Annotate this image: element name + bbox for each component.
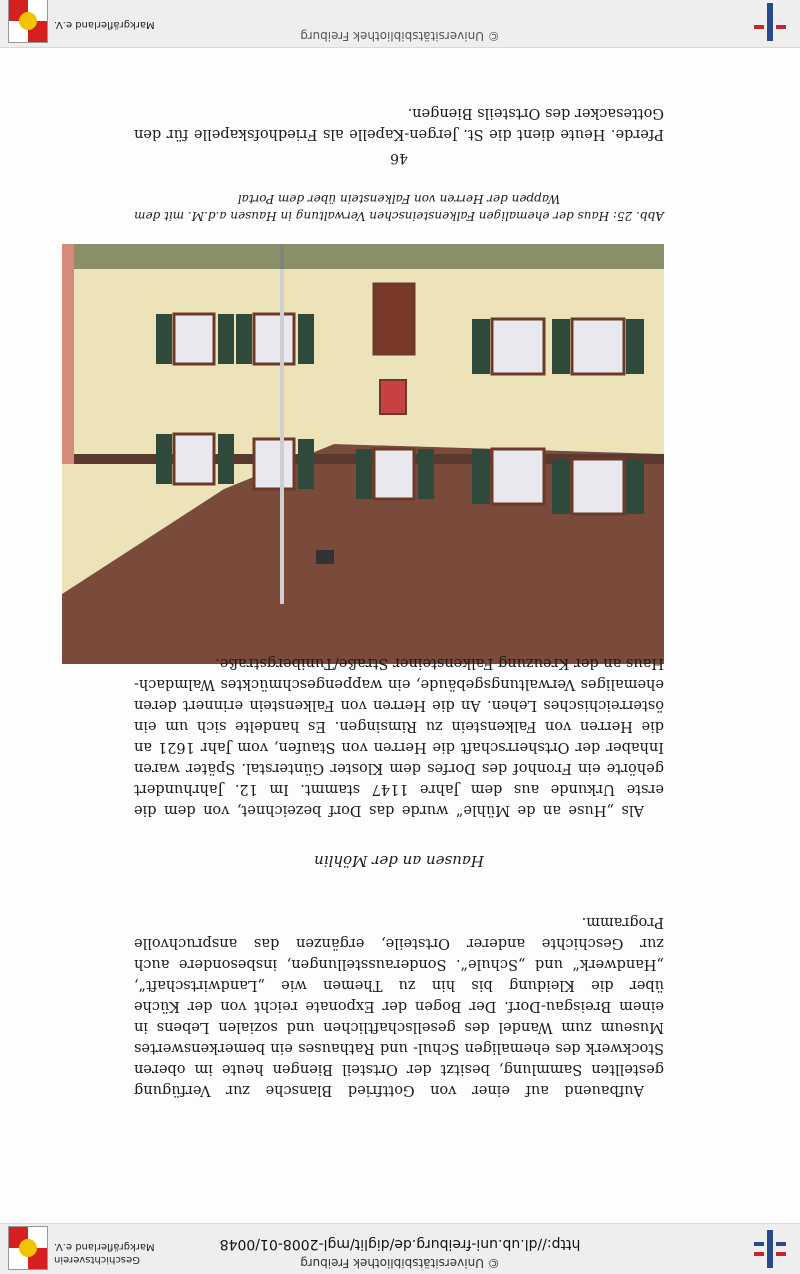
neighbour-wall	[62, 244, 74, 464]
building-photo	[62, 244, 664, 664]
roof-window	[316, 550, 334, 564]
paragraph-3-text: Als „Huse an de Mühle“ wurde das Dorf bezeichnet, von dem die erste Urkunde aus dem Jahre 1147 stammt. Im 12. Jahrhundert gehörte ein Fronhof des Dorfes dem Kloster Günterstal. Später waren Inhaber der Ortsherrschaft die Herren von Staufen, vom Jahr 1621 an die Herren von Falkenstein zu Rimsingen. Es handelte sich um ein österreichisches Lehen. An die Herren von Falkenstein erinnert deren ehemaliges Verwaltungsgebäude, ein wappengeschmücktes Walmdach-Haus an der Kreuzung Falkensteiner Straße/Tunibergstraße.	[134, 655, 664, 818]
flag-pole	[280, 244, 284, 604]
paragraph-2	[134, 911, 664, 1100]
society-crest-icon[interactable]	[8, 1226, 48, 1270]
society-line-1: Geschichtsverein	[54, 1254, 140, 1265]
source-url-link[interactable]: http://dl.ub.uni-freiburg.de/diglit/mgl-2008-01/0048	[219, 1236, 581, 1252]
page-number: 46	[390, 150, 408, 166]
society-line-2: Markgräflerland e.V.	[54, 1241, 155, 1252]
footer-crest-icon[interactable]	[8, 0, 48, 43]
footer-society: Markgräflerland e.V.	[54, 19, 155, 30]
figure-caption: Abb. 25: Haus der ehemaligen Falkensteinschen Verwaltung in Hausen a.d.M. mit dem Wappen der Herren von Falkenstein über dem Portal	[134, 192, 664, 223]
society-name	[54, 1240, 160, 1266]
viewer-header	[0, 1223, 800, 1274]
paragraph-3	[134, 652, 664, 820]
viewer-footer	[0, 0, 800, 48]
paragraph-1-text: Pferde. Heute dient die St. Jergen-Kapelle als Friedhofskapelle für den Gottesacker des Ortsteils Biengen.	[134, 105, 664, 142]
coat-of-arms-icon	[380, 380, 406, 414]
copyright-text: © Universitätsbibliothek Freiburg	[300, 1256, 500, 1270]
ub-logo-icon-footer[interactable]	[750, 3, 790, 41]
tree-foliage	[62, 244, 664, 269]
paragraph-1	[134, 102, 664, 144]
building-photo-icon	[62, 244, 664, 664]
section-title: Hausen an der Möhlin	[314, 852, 484, 870]
portal	[374, 284, 414, 354]
ub-logo-icon[interactable]	[750, 1230, 790, 1268]
footer-copyright: © Universitätsbibliothek Freiburg	[300, 29, 500, 43]
paragraph-2-text: Aufbauend auf einer von Gottfried Blansche zur Verfügung gestellten Sammlung, besitzt der Ortsteil Biengen heute im oberen Stockwerk des ehemaligen Schul- und Rathauses ein bemerkenswertes Museum zum Wandel des gesellschaftlichen und sozialen Lebens in einem Breisgau-Dorf. Der Bogen der Exponate reicht von der Küche über die Kleidung bis hin zu Themen wie „Landwirtschaft“, „Handwerk“ und „Schule“. Sonderausstellungen, insbesondere auch zur Geschichte anderer Ortsteile, ergänzen das anspruchvolle Programm.	[134, 914, 664, 1098]
